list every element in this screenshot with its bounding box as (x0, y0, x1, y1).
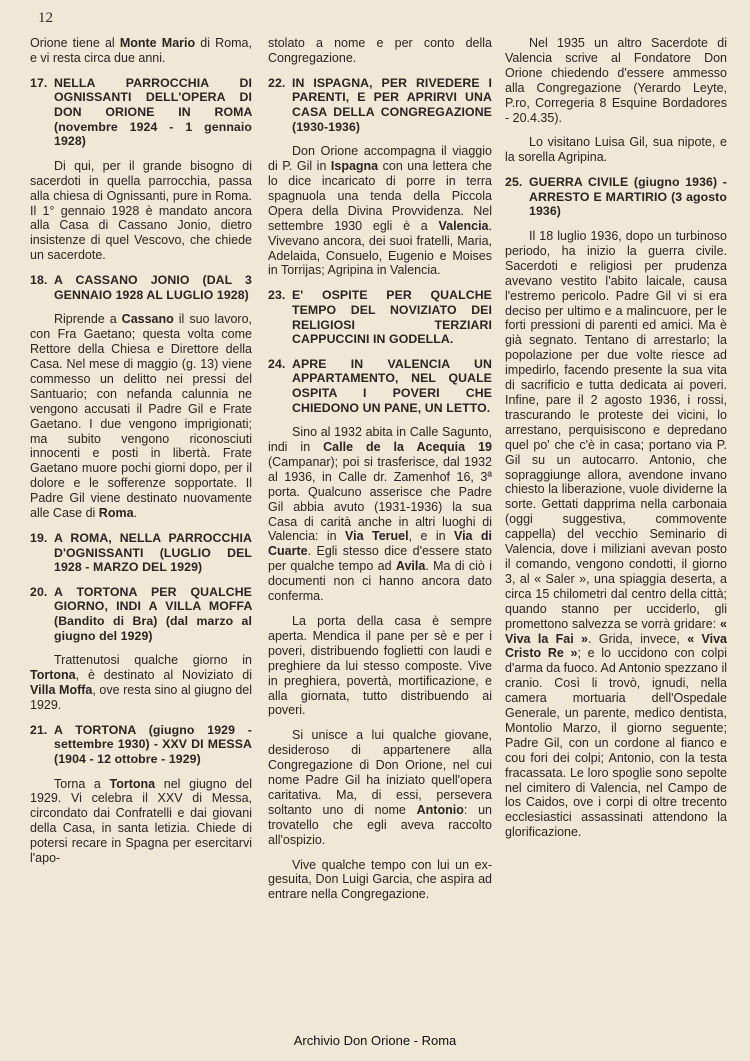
section-23-title: E' OSPITE PER QUALCHE TEMPO DEL NOVIZIATO DEI RELIGIOSI TERZIARI CAPPUCCINI IN GODELLA. (292, 288, 492, 347)
section-24-title: APRE IN VALENCIA UN APPARTAMENTO, NEL QUALE OSPITA I POVERI CHE CHIEDONO UN PANE, UN LETTO. (292, 356, 492, 415)
col1-intro-paragraph: Orione tiene al Monte Mario di Roma, e vi resta circa due anni. (30, 36, 252, 65)
section-19-heading (30, 531, 252, 575)
section-21-heading (30, 723, 252, 767)
bold-term: Antonio (416, 802, 464, 817)
section-25-title: GUERRA CIVILE (529, 175, 629, 190)
section-17 (30, 76, 252, 263)
section-25-number: 25. (505, 175, 523, 190)
section-18-number: 18. (30, 273, 48, 288)
section-24 (268, 357, 492, 903)
section-20-heading (30, 585, 252, 643)
bold-term: Cassano (121, 312, 174, 327)
section-25-heading (505, 175, 727, 219)
section-24-paragraph-1: Sino al 1932 abita in Calle Sagunto, indi in Calle de la Acequia 19 (Campanar); poi si trasferisce, dal 1932 al 1936, in Calle dr. Zamenhof 16, 3ª porta. Qualcuno asserisce che Padre Gil abbia avuto (1931-1936) la sua Casa di carità anche in altri luoghi di Valencia: in Via Teruel, e in Via di Cuarte. Egli stesso dice d'essere stato per qualche tempo ad Avila. Ma di ciò i documenti non ci hanno ancora dato conferma. (268, 425, 493, 604)
section-19 (30, 531, 252, 575)
section-20-number: 20. (30, 584, 48, 599)
bold-term: Tortona (109, 776, 156, 791)
section-17-title: NELLA PARROCCHIA DI OGNISSANTI DELL'OPERA DI DON ORIONE IN ROMA (54, 75, 252, 119)
section-21-title-rest: (giugno 1929 - settembre 1930) - XXV DI MESSA (1904 - 12 ottobre - 1929) (54, 722, 252, 766)
section-20-title: A TORTONA PER QUALCHE GIORNO, INDI A VILLA MOFFA (54, 584, 252, 614)
section-21-body: Torna a Tortona nel giugno del 1929. Vi celebra il XXV di Messa, circondato dai Confratelli e dai giovani della Casa, in santa letizia. Chiede di potersi recare in Spagna per esercitarvi l'apo- (30, 776, 252, 866)
bold-term: Villa Moffa (30, 682, 93, 697)
section-22-heading (268, 76, 492, 134)
section-25-body: Il 18 luglio 1936, dopo un turbinoso periodo, ha inizio la guerra civile. Sacerdoti e religiosi per prudenza avevano vestito l'abito laicale, causa l'estremo pericolo. Padre Gil vi si era deciso per ultimo e a malincuore, per le forti pressioni di parenti ed amici. Ma è già segnato. Tentano di arrestarlo; la popolazione per due volte riesce ad impedirlo, facendo presente la sua vita di sacrificio e tutta dedicata ai poveri. Infine, pare il 2 agosto 1936, i rossi, trascurando le proteste dei vicini, lo arrestano, perquisiscono e depredano quel po' che c'è in casa; portano via P. Gil su un autocarro. Antonio, che sopraggiunge allora, avendone invano chiesto la liberazione, vuole dividerne la sorte. Gettati dapprima nella carbonaia (oggi suggestiva, commovente cappella) del vecchio Seminario di Valencia, dove i miliziani avevan posto il comando, vengono condotti, il giorno 3, al « Saler », una spiaggia deserta, a circa 15 chilometri dal centro della città; quando stanno per ucciderlo, gli promettono salvezza se vorrà gridare: « Viva la Fai ». Grida, invece, « Viva Cristo Re »; e lo uccidono con colpi d'arma da fuoco. Ad Antonio spezzano il cranio. Così li trovò, ignudi, nella camera mortuaria dell'Ospedale Generale, un parente, medico dentista, Montolio Marzo, il giorno seguente; Padre Gil, con un cordone al fianco e cou fori dei colpi; Antonio, con la testa fracassata. Le loro spoglie sono sepolte nel cimitero di Valencia, nel Campo de los Caidos, ove i corpi di oltre trecento ecclesiastici assassinati attendono la glorificazione. (505, 229, 727, 840)
section-22-title: IN ISPAGNA, PER RIVEDERE I PARENTI, E PER APRIRVI UNA CASA DELLA CONGREGAZIONE (1930-1936) (292, 75, 492, 134)
section-17-number: 17. (30, 75, 48, 90)
bold-term: Monte Mario (119, 36, 196, 50)
section-18-title: A CASSANO JONIO (DAL 3 GENNAIO 1928 AL LUGLIO 1928) (54, 273, 252, 302)
bold-term: « Viva Cristo Re » (505, 631, 727, 661)
section-25 (505, 175, 727, 840)
col3-intro-paragraph-2: Lo visitano Luisa Gil, sua nipote, e la sorella Agripina. (505, 135, 727, 165)
bold-term: Valencia (438, 218, 489, 233)
section-17-body: Di qui, per il grande bisogno di sacerdoti in quella parrocchia, passa alla chiesa di Ognissanti, pure in Roma. Il 1° gennaio 1928 è mandato ancora alla Casa di Cassano Jonio, dietro insistenze di quel Vescovo, che chiede un sacerdote. (30, 158, 252, 263)
bold-term: Calle de la Acequia 19 (323, 440, 492, 454)
section-21-number: 21. (30, 722, 48, 737)
section-24-paragraph-3: Si unisce a lui qualche giovane, desideroso di appartenere alla Congregazione di Don Orione, nel cui nome Padre Gil ha iniziato quell'opera caritativa. Ma, di essi, persevera soltanto uno di nome Antonio: un trovatello che egli aveva raccolto all'ospizio. (268, 728, 492, 847)
footer-archive-label: Archivio Don Orione - Roma (293, 1033, 457, 1048)
column-2 (268, 36, 492, 912)
bold-term: Via Teruel (345, 529, 409, 544)
column-3 (505, 36, 727, 850)
col2-intro-paragraph: stolato a nome e per conto della Congregazione. (268, 36, 492, 65)
section-20 (30, 585, 252, 713)
column-1 (30, 36, 252, 876)
page-number: 12 (38, 10, 53, 26)
section-20-body: Trattenutosi qualche giorno in Tortona, è destinato al Noviziato di Villa Moffa, ove resta sino al giugno del 1929. (30, 653, 253, 712)
section-18 (30, 273, 252, 521)
section-17-date: (novembre 1924 - 1 gennaio 1928) (54, 119, 252, 149)
bold-term: « Viva la Fai » (505, 616, 727, 646)
section-21-title: A TORTONA (54, 722, 136, 737)
section-22-number: 22. (268, 75, 286, 90)
section-22-body: Don Orione accompagna il viaggio di P. Gil in Ispagna con una lettera che lo dice incaricato di porre in terra spagnuola una tenda della Piccola Opera della Divina Provvidenza. Nel settembre 1930 egli è a Valencia. Vivevano ancora, dei suoi fratelli, Maria, Adelaida, Consuelo, Eugenio e Moises in Torrijas; Agripina in Valencia. (268, 144, 492, 278)
section-19-title: A ROMA, NELLA PARROCCHIA D'OGNISSANTI (LUGLIO DEL 1928 - MARZO DEL 1929) (54, 531, 252, 575)
section-18-heading (30, 273, 252, 302)
section-23 (268, 288, 492, 346)
section-18-body: Riprende a Cassano il suo lavoro, con Fra Gaetano; questa volta come Rettore della Chiesa e Direttore della Casa. Nel mese di maggio (g. 13) viene commesso un delitto nei pressi del Santuario; con nefanda calunnia ne vengono accusati il Padre Gil e Frate Gaetano. I due vengono imprigionati; ma subito vengono riconosciuti innocenti e posti in libertà. Frate Gaetano muore pochi giorni dopo, per il dolore e le sofferenze sopportate. Il Padre Gil viene destinato nuovamente alle Case di Roma. (30, 312, 252, 521)
section-21 (30, 723, 252, 866)
section-23-number: 23. (268, 288, 286, 303)
bold-term: Via di Cuarte (268, 529, 493, 559)
bold-term: Roma (98, 506, 134, 521)
bold-term: Avila (395, 559, 426, 574)
section-20-title-rest: (Bandito di Bra) (dal marzo al giugno del 1929) (54, 613, 252, 643)
section-23-heading (268, 288, 492, 346)
section-24-paragraph-2: La porta della casa è sempre aperta. Mendica il pane per sè e per i poveri, distribuendo foglietti con laudi e preghiere da lui stesso composte. Vive in preghiera, povertà, mortificazione, e alla giornata, tutto distribuendo ai poveri. (268, 613, 492, 718)
section-22 (268, 76, 492, 279)
section-24-heading (268, 357, 492, 415)
section-24-number: 24. (268, 356, 286, 371)
section-25-title-rest: (giugno 1936) - ARRESTO E MARTIRIO (3 agosto 1936) (529, 175, 727, 219)
bold-term: Ispagna (330, 159, 379, 174)
section-17-heading (30, 76, 252, 149)
bold-term: Tortona (30, 668, 76, 683)
section-19-number: 19. (30, 531, 48, 545)
section-24-paragraph-4: Vive qualche tempo con lui un ex-gesuita, Don Luigi Garcia, che aspira ad entrare nella Congregazione. (268, 857, 492, 902)
col3-intro-paragraph-1: Nel 1935 un altro Sacerdote di Valencia scrive al Fondatore Don Orione chiedendo d'essere ammesso alla Congregazione (Yerardo Leyte, P.ro, Corregeria 8 Esquine Bordadores - 20.4.35). (505, 36, 727, 125)
